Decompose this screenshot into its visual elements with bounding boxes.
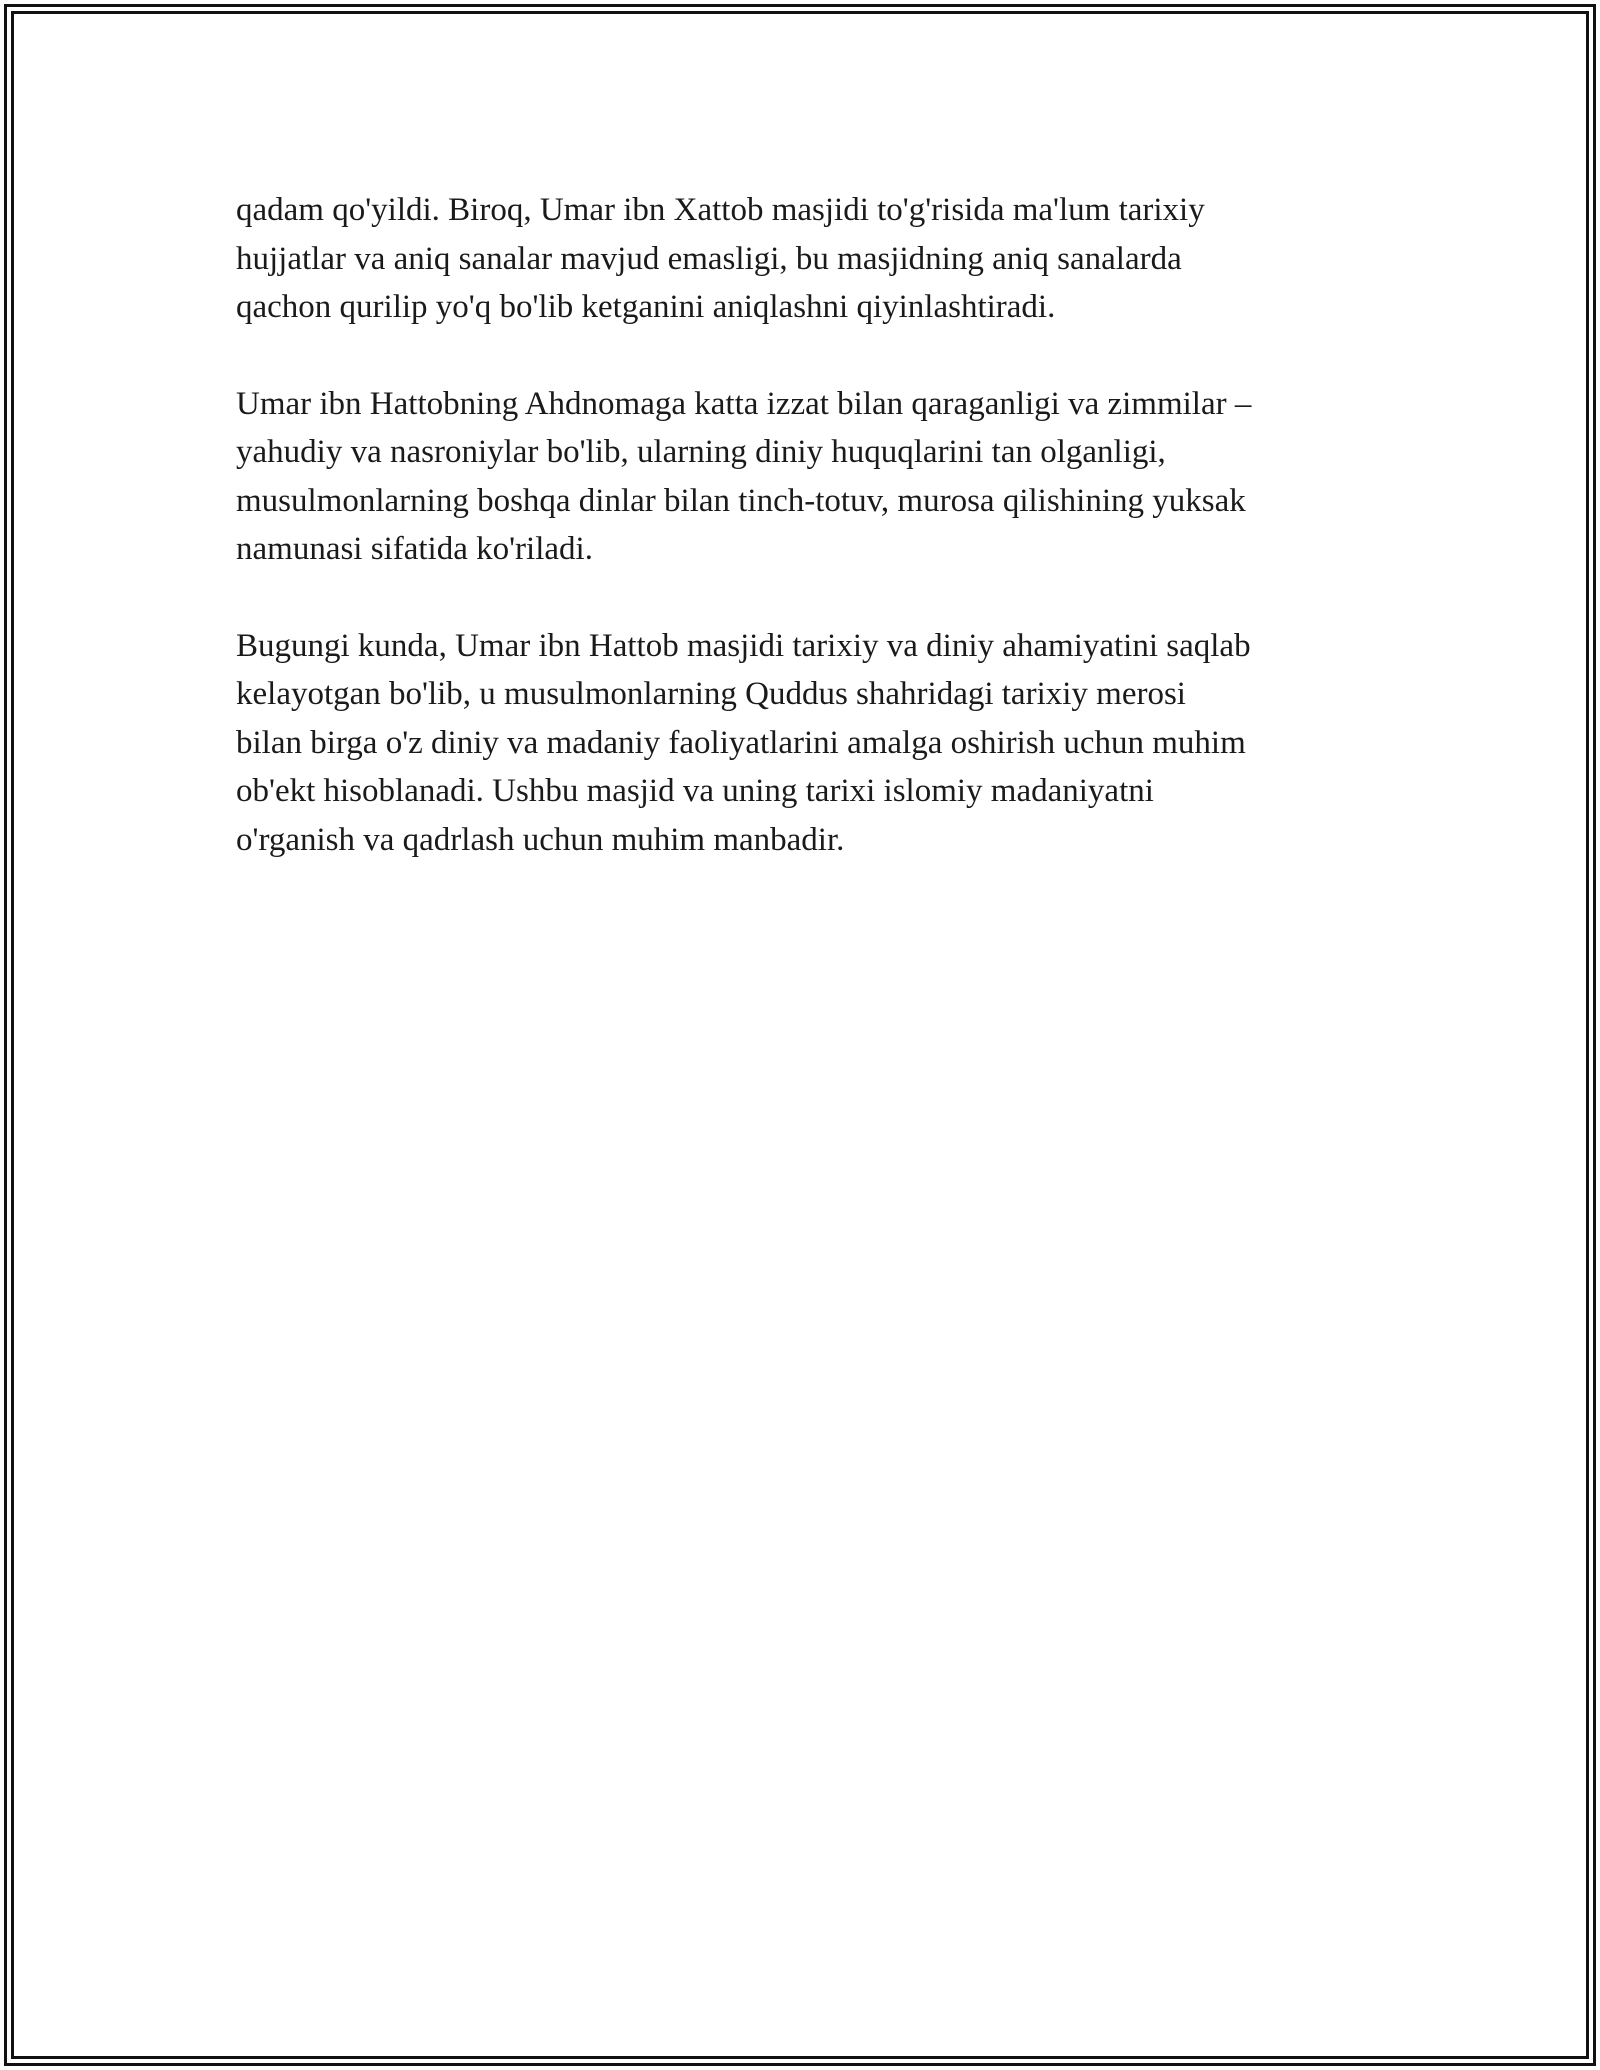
paragraph-1: qadam qo'yildi. Biroq, Umar ibn Xattob masjidi to'g'risida ma'lum tarixiy hujjatlar va aniq sanalar mavjud emasligi, bu masjidning aniq sanalarda qachon qurilip yo'q bo'lib ketganini aniqlashni qiyinlashtiradi. <box>236 192 1205 325</box>
paragraph-3: Bugungi kunda, Umar ibn Hattob masjidi tarixiy va diniy ahamiyatini saqlab kelayotgan bo'lib, u musulmonlarning Quddus shahridagi tarixiy merosi bilan birga o'z diniy va madaniy faoliyatlarini amalga oshirish uchun muhim ob'ekt hisoblanadi. Ushbu masjid va uning tarixi islomiy madaniyatni o'rganish va qadrlash uchun muhim manbadir. <box>236 627 1251 858</box>
paragraph-2: Umar ibn Hattobning Ahdnomaga katta izzat bilan qaraganligi va zimmilar – yahudiy va nasroniylar bo'lib, ularning diniy huquqlarini tan olganligi, musulmonlarning boshqa dinlar bilan tinch-totuv, murosa qilishining yuksak namunasi sifatida ko'riladi. <box>236 385 1252 567</box>
document-body <box>236 186 1396 912</box>
